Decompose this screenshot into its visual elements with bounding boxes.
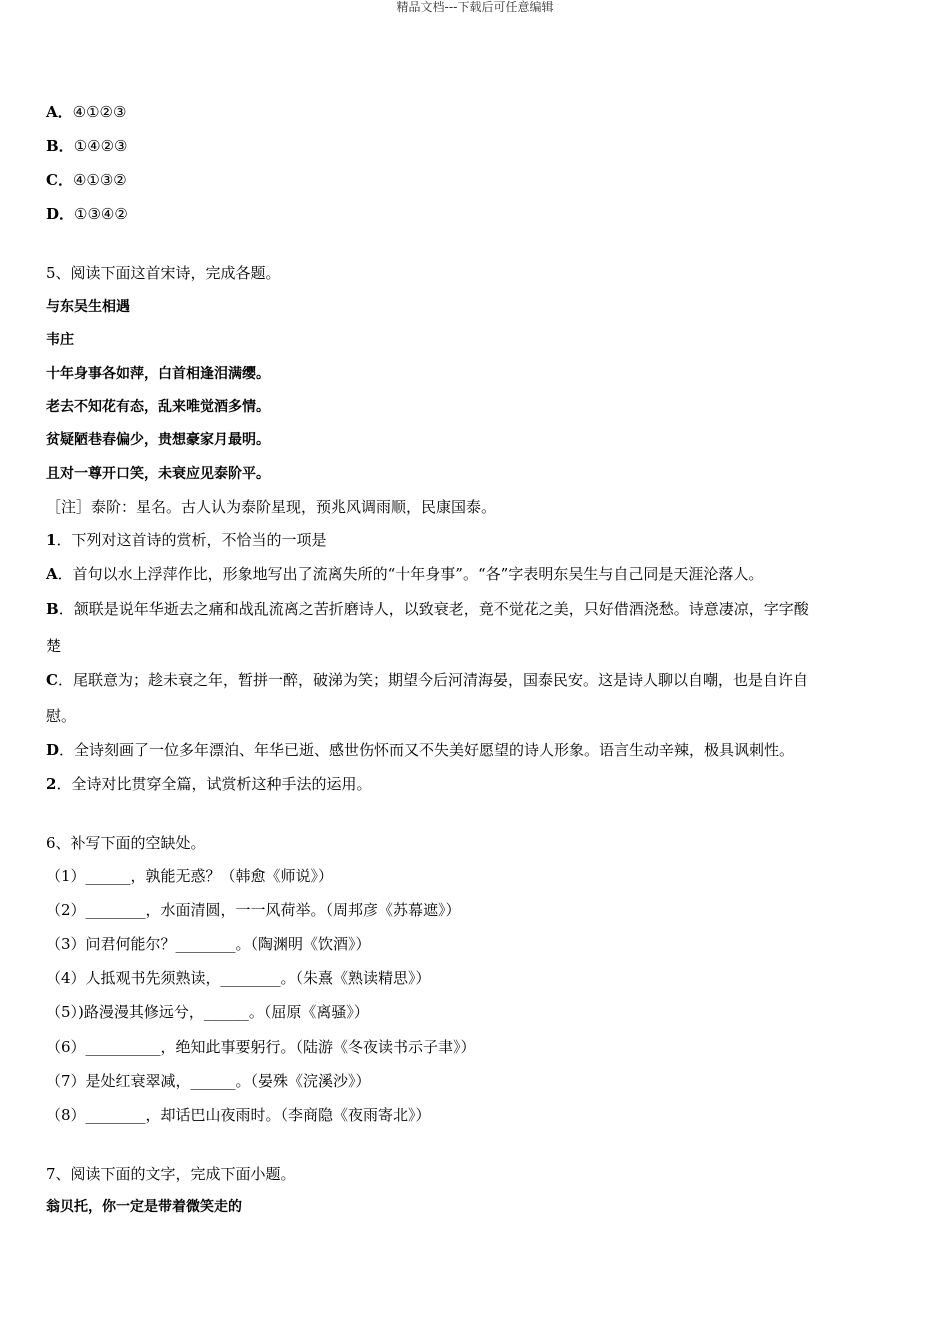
option-label: A <box>46 565 58 583</box>
q4-option-a <box>46 103 126 121</box>
poem-line-2: 老去不知花有态，乱来唯觉酒多情。 <box>46 399 270 415</box>
sub-question-text: ．全诗对比贯穿全篇，试赏析这种手法的运用。 <box>56 775 372 793</box>
poem-author: 韦庄 <box>46 332 74 348</box>
q5-option-b <box>46 600 809 618</box>
poem-note: ［注］泰阶：星名。古人认为泰阶星现，预兆风调雨顺，民康国泰。 <box>46 498 497 516</box>
option-label: B． <box>46 137 74 155</box>
poem-line-1: 十年身事各如萍，白首相逢泪满缨。 <box>46 366 270 382</box>
q6-item-3: （3）问君何能尔？________。（陶渊明《饮酒》） <box>46 935 371 953</box>
option-label: D． <box>46 205 75 223</box>
option-label: C <box>46 671 58 689</box>
q5-sub2 <box>46 775 371 793</box>
q6-item-1: （1）______，孰能无惑？（韩愈《师说》） <box>46 867 334 885</box>
poem-line-4: 且对一尊开口笑，未衰应见泰阶平。 <box>46 466 270 482</box>
option-text: ．首句以水上浮萍作比，形象地写出了流离失所的“十年身事”。“各”字表明东吴生与自己同是天涯沦落人。 <box>57 565 764 583</box>
q7-article-title: 翁贝托，你一定是带着微笑走的 <box>46 1199 242 1215</box>
q6-item-2: （2）________，水面清圆，一一风荷举。（周邦彦《苏幕遮》） <box>46 901 461 919</box>
option-label: B <box>46 600 59 618</box>
q6-item-7: （7）是处红衰翠减，______。（晏殊《浣溪沙》） <box>46 1072 371 1090</box>
option-text: ④①②③ <box>72 103 127 121</box>
sub-question-number: 1 <box>46 531 57 549</box>
sub-question-number: 2 <box>46 775 57 793</box>
q5-option-b-cont: 楚 <box>46 637 62 655</box>
q4-option-c <box>46 171 127 189</box>
q6-item-4: （4）人抵观书先须熟读，________。（朱熹《熟读精思》） <box>46 969 431 987</box>
q6-intro: 6、补写下面的空缺处。 <box>46 834 206 852</box>
option-text: ①③④② <box>74 205 128 223</box>
q5-intro: 5、阅读下面这首宋诗，完成各题。 <box>46 264 281 282</box>
q4-option-d <box>46 205 128 223</box>
option-text: ．颔联是说年华逝去之痛和战乱流离之苦折磨诗人，以致衰老，竟不觉花之美，只好借酒浇愁。诗意凄凉，字字酸 <box>58 600 809 618</box>
poem-line-3: 贫疑陋巷春偏少，贵想豪家月最明。 <box>46 432 270 448</box>
option-text: ①④②③ <box>73 137 128 155</box>
q5-option-c-cont: 慰。 <box>46 707 77 725</box>
q6-item-6: （6）__________，绝知此事要躬行。（陆游《冬夜读书示子聿》） <box>46 1038 476 1056</box>
q5-option-d <box>46 741 794 759</box>
option-text: ．尾联意为；趁未衰之年，暂拼一醉，破涕为笑；期望今后河清海晏，国泰民安。这是诗人聊以自嘲，也是自许自 <box>57 671 808 689</box>
q4-option-b <box>46 137 127 155</box>
q7-intro: 7、阅读下面的文字，完成下面小题。 <box>46 1165 296 1183</box>
sub-question-text: ．下列对这首诗的赏析，不恰当的一项是 <box>56 531 327 549</box>
option-text: ④①③② <box>72 171 127 189</box>
poem-title: 与东吴生相遇 <box>46 299 130 315</box>
option-label: A． <box>46 103 73 121</box>
option-text: ．全诗刻画了一位多年漂泊、年华已逝、感世伤怀而又不失美好愿望的诗人形象。语言生动辛辣，极具讽刺性。 <box>59 741 795 759</box>
q6-item-5: （5）)路漫漫其修远兮，______。（屈原《离骚》） <box>46 1003 369 1021</box>
q5-sub1 <box>46 531 326 549</box>
q5-option-a <box>46 565 763 583</box>
q6-item-8: （8）________，却话巴山夜雨时。（李商隐《夜雨寄北》） <box>46 1106 431 1124</box>
q5-option-c <box>46 671 808 689</box>
option-label: D <box>46 741 60 759</box>
option-label: C． <box>46 171 73 189</box>
page-header: 精品文档---下载后可任意编辑 <box>396 0 554 14</box>
